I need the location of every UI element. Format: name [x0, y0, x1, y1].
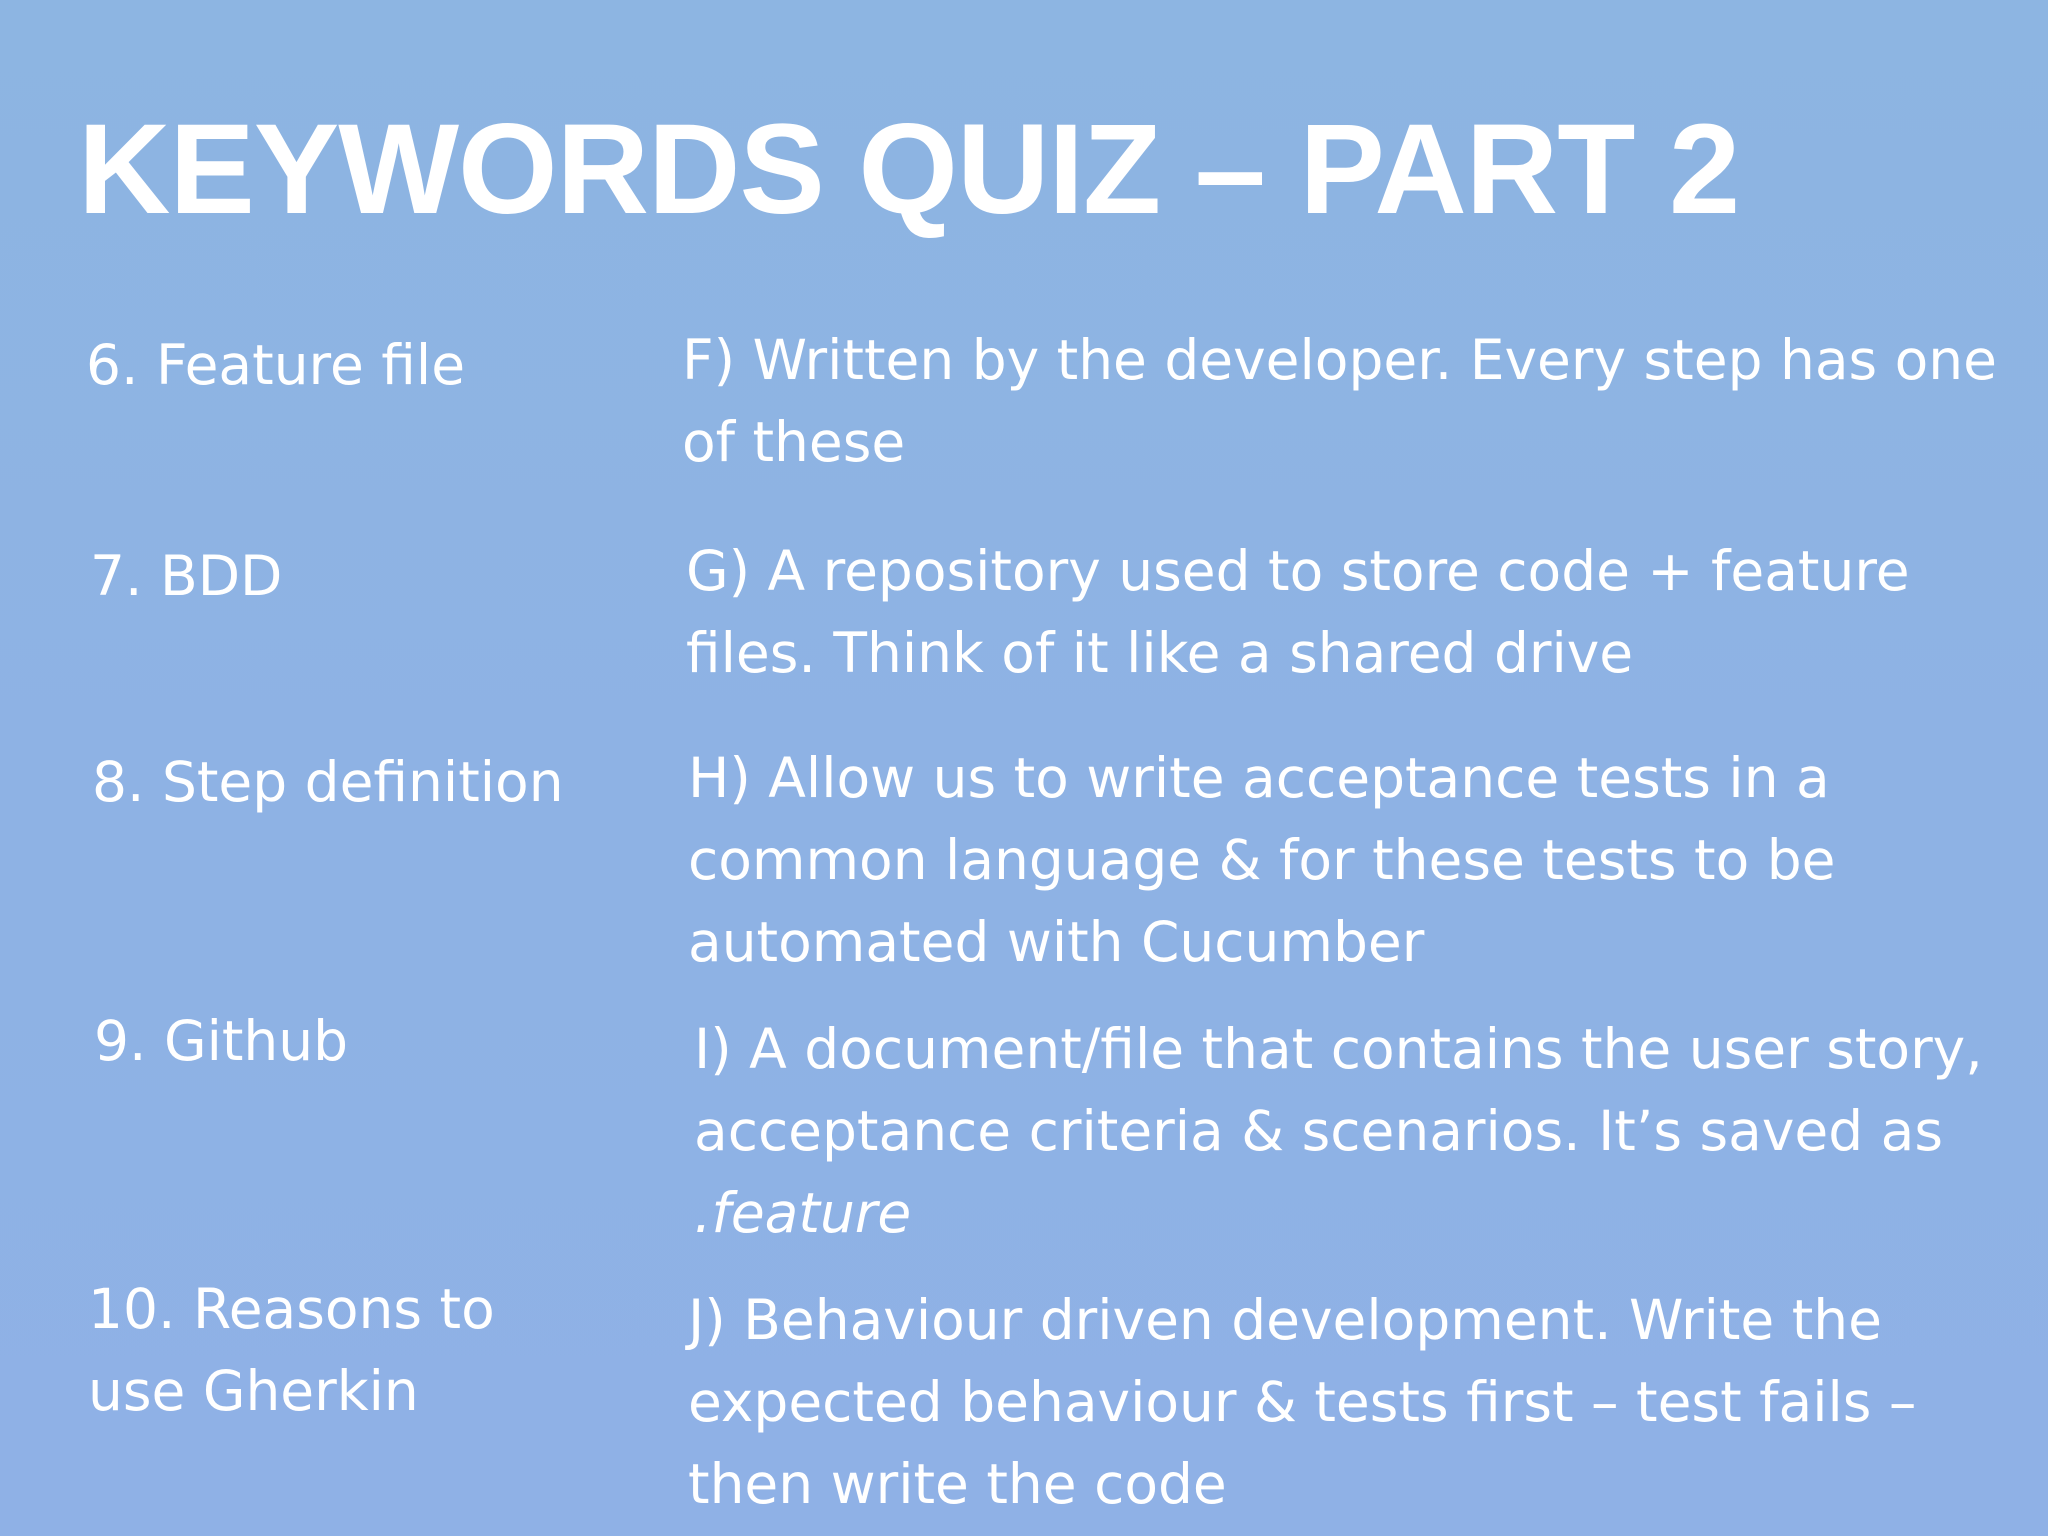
definition-h: [688, 737, 2048, 983]
slide-title: KEYWORDS QUIZ – PART 2: [78, 98, 1740, 241]
definition-h-text: H) Allow us to write acceptance tests in a common language & for these tests to be automated with Cucumber: [688, 746, 1853, 974]
definition-i-emphasis: .feature: [694, 1181, 912, 1245]
term-9: 9. Github: [94, 1009, 349, 1073]
definition-i-text: I) A document/file that contains the user story, acceptance criteria & scenarios. It’s saved as: [694, 1017, 2001, 1163]
definition-g: [686, 530, 2046, 694]
term-6: 6. Feature file: [86, 333, 466, 397]
definition-j: [688, 1279, 2048, 1525]
definition-i: [694, 1008, 2048, 1254]
definition-g-text: G) A repository used to store code + feature files. Think of it like a shared drive: [686, 539, 1928, 685]
definition-f-text: F) Written by the developer. Every step has one of these: [682, 328, 2015, 474]
term-7: 7. BDD: [90, 544, 283, 608]
definition-j-text: J) Behaviour driven development. Write the expected behaviour & tests first – test fails – then write the code: [688, 1288, 1934, 1516]
term-8: 8. Step definition: [92, 750, 564, 814]
term-10: 10. Reasons to use Gherkin: [88, 1277, 495, 1423]
definition-f: [682, 319, 2042, 483]
